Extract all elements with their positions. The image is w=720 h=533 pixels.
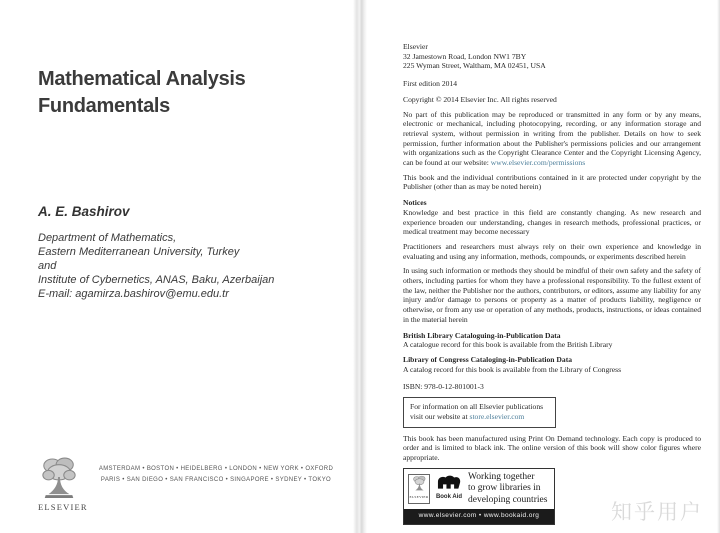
affiliation-line: Institute of Cybernetics, ANAS, Baku, Azerbaijan — [38, 274, 275, 286]
permissions-link[interactable]: www.elsevier.com/permissions — [490, 158, 586, 168]
bookaid-box — [403, 468, 555, 525]
info-box-line1: For information on all Elsevier publications — [410, 402, 544, 412]
library-of-congress-section — [403, 355, 701, 374]
copyright-line: Copyright © 2014 Elsevier Inc. All rights reserved — [403, 94, 557, 104]
affiliation-line: Department of Mathematics, — [38, 232, 177, 244]
info-box-text: visit our website at — [410, 411, 470, 421]
notices-paragraph-2: Practitioners and researchers must always rely on their own experience and knowledge in evaluating and using any information, methods, compounds, or experiments described herein — [403, 241, 701, 261]
bookaid-logo-text: Book Aid — [435, 494, 463, 500]
library-of-congress-heading: Library of Congress Cataloging-in-Publication Data — [403, 354, 573, 364]
book-title-line1: Mathematical Analysis — [38, 68, 246, 90]
notices-section — [403, 198, 701, 237]
affiliation-line: E-mail: agamirza.bashirov@emu.edu.tr — [38, 288, 229, 300]
edition-line: First edition 2014 — [403, 79, 458, 89]
bookaid-slogan-line1: Working together — [468, 471, 535, 482]
copyright-page — [403, 42, 701, 525]
bookaid-slogan — [468, 472, 547, 507]
book-title — [38, 66, 246, 120]
british-library-heading: British Library Cataloguing-in-Publication Data — [403, 330, 561, 340]
title-page — [0, 0, 353, 533]
cities-line2: PARIS • SAN DIEGO • SAN FRANCISCO • SINGAPORE • SYDNEY • TOKYO — [100, 477, 332, 483]
store-elsevier-link[interactable]: store.elsevier.com — [469, 411, 525, 421]
notices-paragraph-3: In using such information or methods they should be mindful of their own safety and the safety of others, including parties for whom they have a professional responsibility. To the fullest extent of the law, neither the Publisher nor the authors, contributors, or editors, assume any liability for any injury and/or damage to persons or property as a matter of products liability, negligence or otherwise, or from any use or operation of any methods, products, instructions, or ideas contained in the material herein — [403, 266, 701, 324]
elsevier-info-box — [403, 397, 556, 427]
bookaid-inner — [404, 469, 554, 510]
notices-heading: Notices — [403, 198, 427, 208]
bookaid-footer-urls: www.elsevier.com • www.bookaid.org — [404, 509, 554, 524]
library-of-congress-text: A catalog record for this book is available from the Library of Congress — [403, 364, 622, 374]
isbn-line: ISBN: 978-0-12-801001-3 — [403, 382, 484, 392]
permissions-text: No part of this publication may be reproduced or transmitted in any form or by any means, electronic or mechanical, including photocopying, recording, or any information storage and retrieval system, without permission in writing from the publisher. Details on how to seek permission, further information about the Publisher's permissions policies and our arrangement with organizations such as the Copyright Clearance Center and the Copyright Licensing Agency, can be found at our website: — [403, 109, 701, 168]
info-box-line2 — [410, 412, 549, 422]
book-author: A. E. Bashirov — [38, 204, 130, 219]
permissions-paragraph — [403, 110, 701, 168]
elsevier-tree-logo-icon — [40, 456, 78, 500]
elsevier-mini-logo — [408, 474, 430, 504]
address-line: 32 Jamestown Road, London NW1 7BY — [403, 51, 527, 61]
author-affiliation — [38, 231, 274, 301]
publisher-cities — [86, 464, 346, 486]
affiliation-line: Eastern Mediterranean University, Turkey — [38, 246, 240, 258]
elsevier-logo-text: ELSEVIER — [38, 502, 88, 512]
british-library-section — [403, 331, 701, 350]
address-line: Elsevier — [403, 42, 428, 51]
notices-paragraph-1: Knowledge and best practice in this field are constantly changing. As new research and experience broaden our understanding, changes in research methods, professional practices, or medical treatment may become necessary — [403, 207, 701, 237]
british-library-text: A catalogue record for this book is available from the British Library — [403, 340, 613, 350]
affiliation-line: and — [38, 260, 57, 272]
bookaid-slogan-line3: developing countries — [468, 494, 548, 505]
bookaid-logo — [434, 475, 464, 503]
elsevier-mini-tree-icon — [412, 475, 427, 493]
zhihu-watermark: 知乎用户 — [611, 500, 703, 524]
elsevier-mini-logo-text: ELSEVIER — [409, 495, 429, 499]
protected-paragraph: This book and the individual contributions contained in it are protected under copyright by the Publisher (other than as may be noted herein) — [403, 172, 701, 192]
publisher-address — [403, 42, 701, 71]
print-on-demand-paragraph: This book has been manufactured using Print On Demand technology. Each copy is produced to order and is limited to black ink. The online version of this book will show color figures where appropriate. — [403, 433, 701, 462]
cities-line1: AMSTERDAM • BOSTON • HEIDELBERG • LONDON • NEW YORK • OXFORD — [98, 466, 334, 472]
book-title-line2: Fundamentals — [38, 95, 170, 117]
bookaid-elephant-icon — [436, 475, 462, 492]
page-gutter — [353, 0, 367, 533]
bookaid-slogan-line2: to grow libraries in — [468, 483, 541, 494]
address-line: 225 Wyman Street, Waltham, MA 02451, USA — [403, 61, 546, 71]
